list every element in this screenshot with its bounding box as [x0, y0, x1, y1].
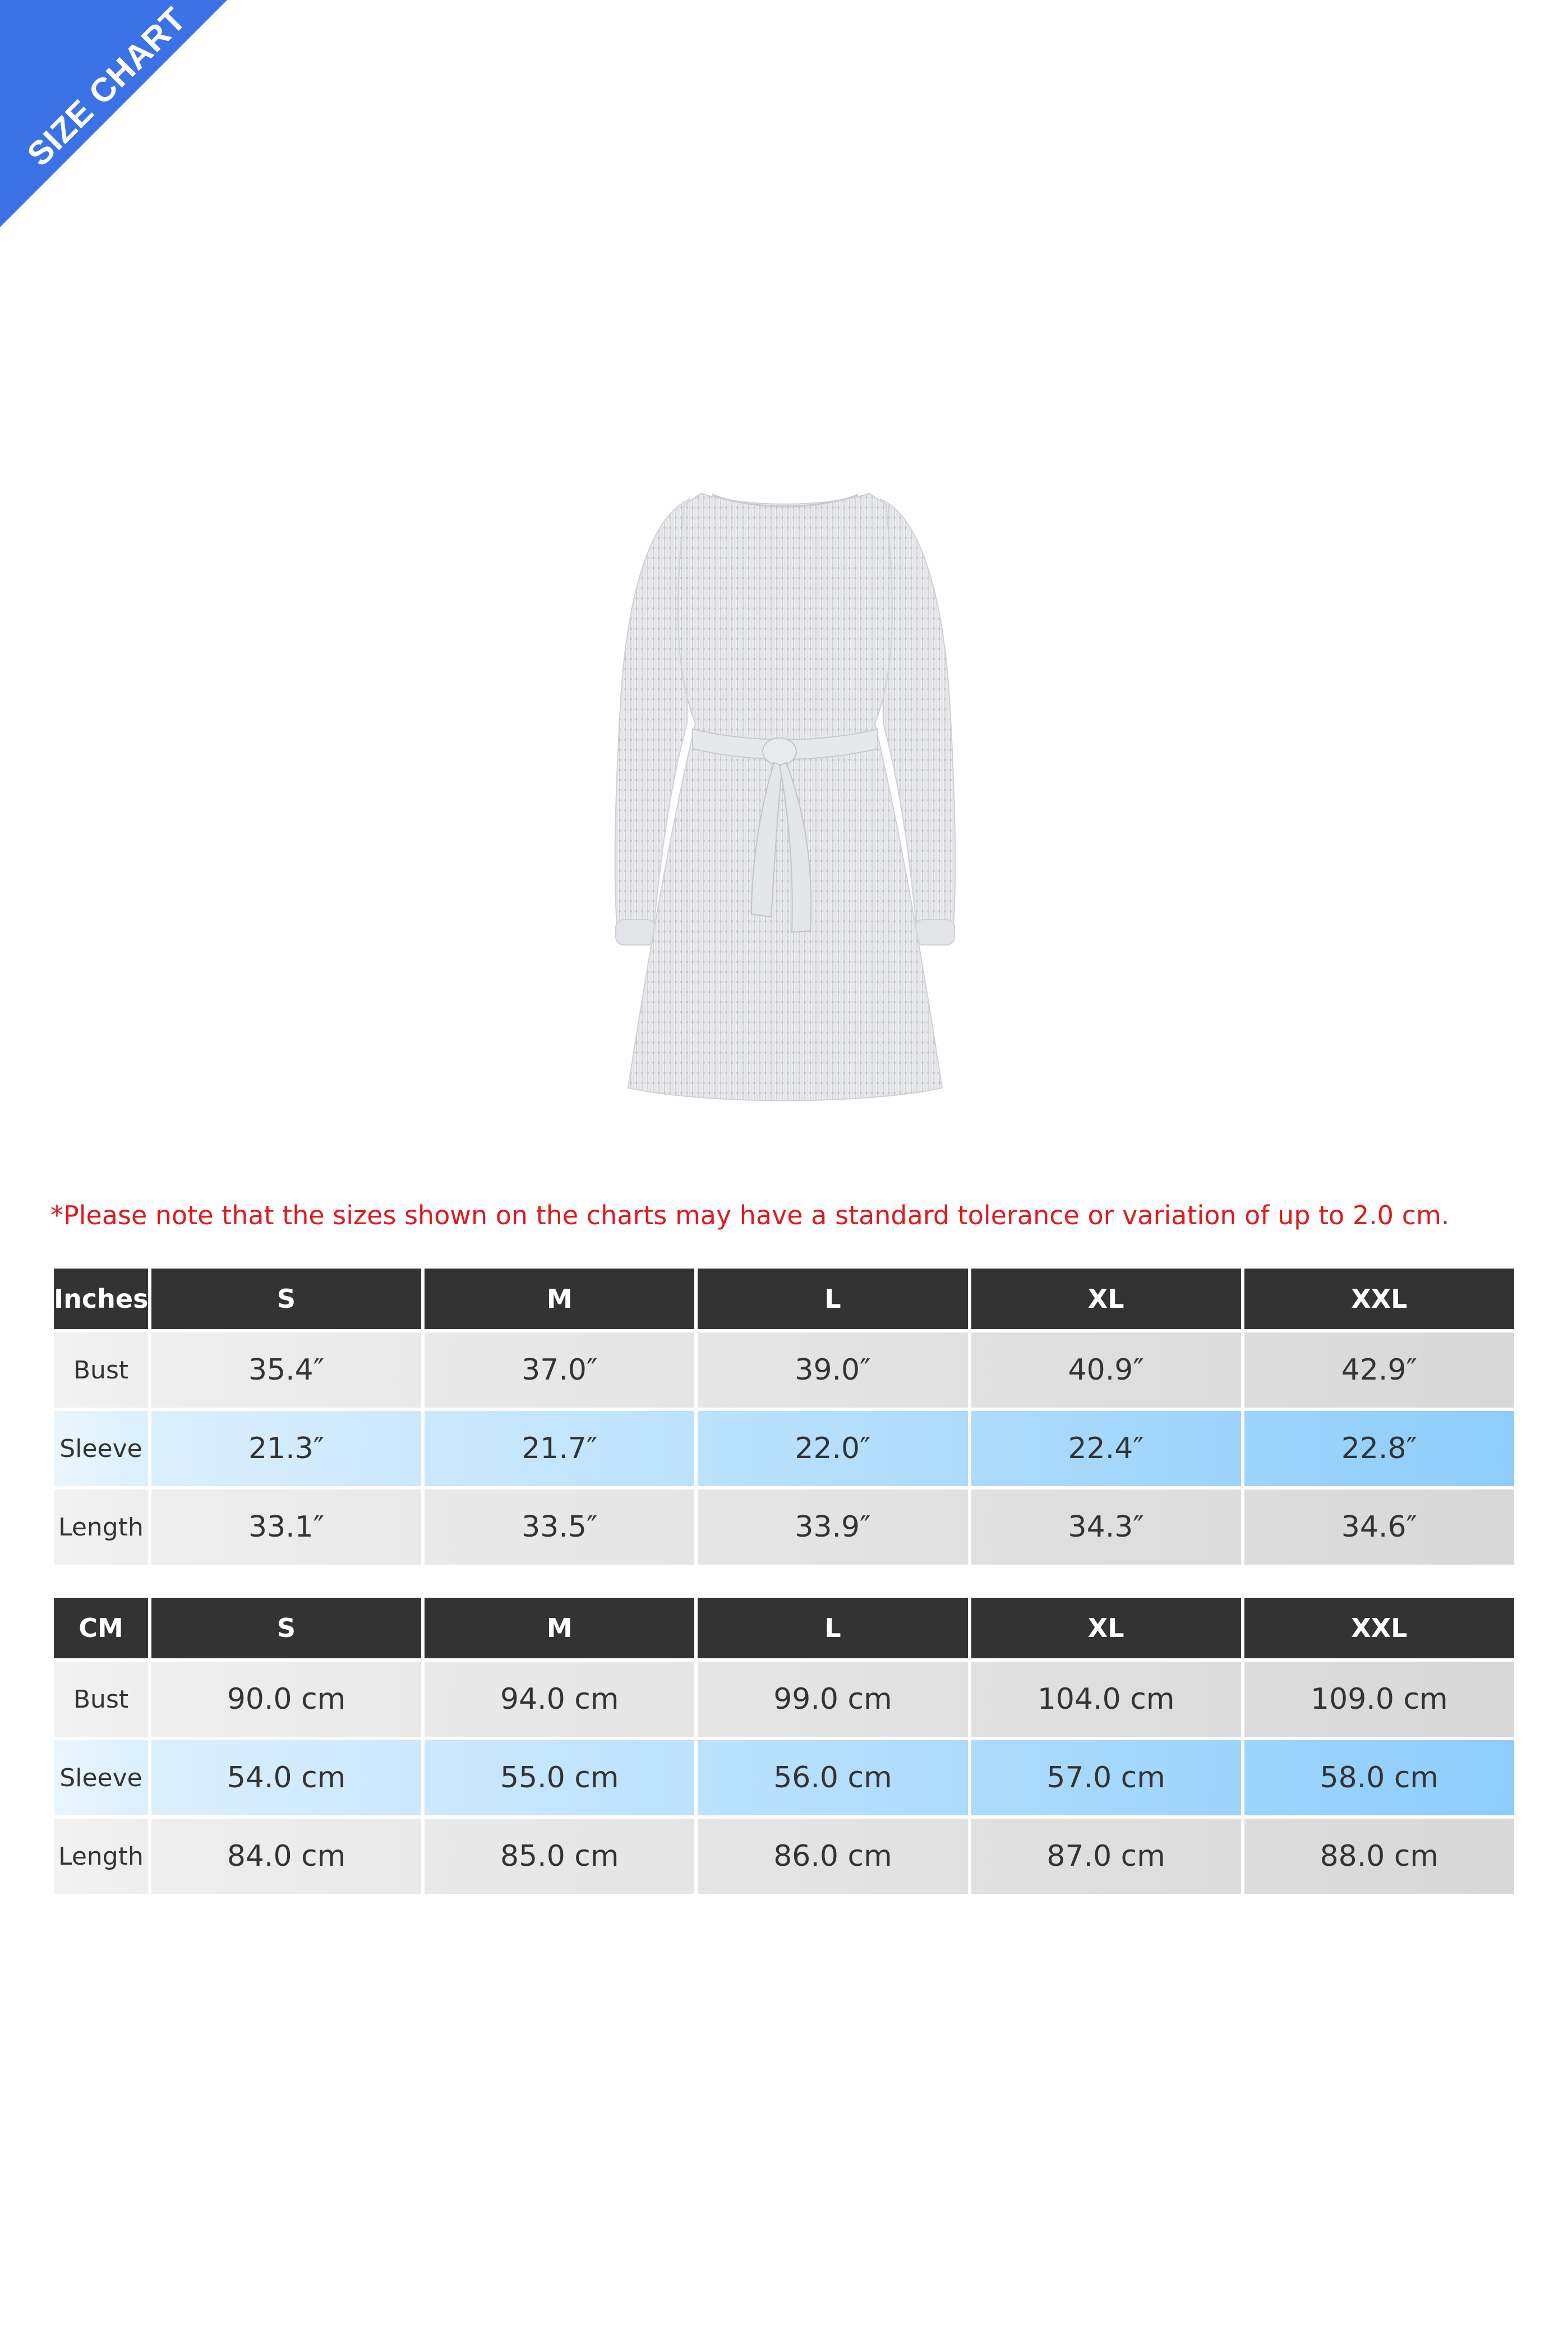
size-chart-banner	[0, 0, 227, 227]
banner-triangle	[0, 0, 227, 227]
table-row-bust	[54, 1662, 1514, 1737]
table-cell: 34.3″	[971, 1489, 1241, 1565]
table-cell: 22.8″	[1244, 1411, 1514, 1486]
row-label: Sleeve	[54, 1740, 148, 1815]
table-cell: 56.0 cm	[698, 1740, 967, 1815]
table-row-length	[54, 1819, 1514, 1894]
banner-label: SIZE CHART	[20, 0, 193, 174]
table-cell: 54.0 cm	[151, 1740, 421, 1815]
table-cell: 85.0 cm	[425, 1819, 694, 1894]
size-header-m: M	[425, 1598, 694, 1658]
table-cell: 109.0 cm	[1244, 1662, 1514, 1737]
table-cell: 57.0 cm	[971, 1740, 1241, 1815]
table-cell: 90.0 cm	[151, 1662, 421, 1737]
size-header-s: S	[151, 1598, 421, 1658]
table-row-bust	[54, 1332, 1514, 1408]
table-cell: 21.7″	[425, 1411, 694, 1486]
table-cell: 34.6″	[1244, 1489, 1514, 1565]
size-tolerance-note: *Please note that the sizes shown on the charts may have a standard tolerance or variation of up to 2.0 cm.	[50, 1200, 1450, 1230]
cm-header-row	[54, 1598, 1514, 1658]
table-cell: 33.9″	[698, 1489, 967, 1565]
inches-header-row	[54, 1269, 1514, 1329]
table-cell: 39.0″	[698, 1332, 967, 1408]
inches-size-table	[50, 1265, 1518, 1568]
table-row-sleeve	[54, 1740, 1514, 1815]
table-cell: 55.0 cm	[425, 1740, 694, 1815]
table-cell: 40.9″	[971, 1332, 1241, 1408]
table-cell: 99.0 cm	[698, 1662, 967, 1737]
table-cell: 21.3″	[151, 1411, 421, 1486]
size-header-s: S	[151, 1269, 421, 1329]
table-cell: 87.0 cm	[971, 1819, 1241, 1894]
size-header-m: M	[425, 1269, 694, 1329]
table-cell: 84.0 cm	[151, 1819, 421, 1894]
size-header-l: L	[698, 1269, 967, 1329]
size-header-xl: XL	[971, 1269, 1241, 1329]
row-label: Bust	[54, 1662, 148, 1737]
table-cell: 42.9″	[1244, 1332, 1514, 1408]
table-cell: 35.4″	[151, 1332, 421, 1408]
size-header-xxl: XXL	[1244, 1598, 1514, 1658]
table-cell: 86.0 cm	[698, 1819, 967, 1894]
row-label: Bust	[54, 1332, 148, 1408]
size-header-xl: XL	[971, 1598, 1241, 1658]
row-label: Sleeve	[54, 1411, 148, 1486]
table-cell: 104.0 cm	[971, 1662, 1241, 1737]
table-row-sleeve	[54, 1411, 1514, 1486]
size-header-xxl: XXL	[1244, 1269, 1514, 1329]
product-image-sequin-dress	[583, 482, 987, 1116]
cm-size-table	[50, 1594, 1518, 1897]
table-row-length	[54, 1489, 1514, 1565]
table-cell: 37.0″	[425, 1332, 694, 1408]
table-cell: 22.0″	[698, 1411, 967, 1486]
table-cell: 94.0 cm	[425, 1662, 694, 1737]
unit-label-inches: Inches	[54, 1269, 148, 1329]
table-cell: 22.4″	[971, 1411, 1241, 1486]
size-header-l: L	[698, 1598, 967, 1658]
table-cell: 88.0 cm	[1244, 1819, 1514, 1894]
table-cell: 58.0 cm	[1244, 1740, 1514, 1815]
unit-label-cm: CM	[54, 1598, 148, 1658]
table-cell: 33.5″	[425, 1489, 694, 1565]
row-label: Length	[54, 1819, 148, 1894]
row-label: Length	[54, 1489, 148, 1565]
table-cell: 33.1″	[151, 1489, 421, 1565]
